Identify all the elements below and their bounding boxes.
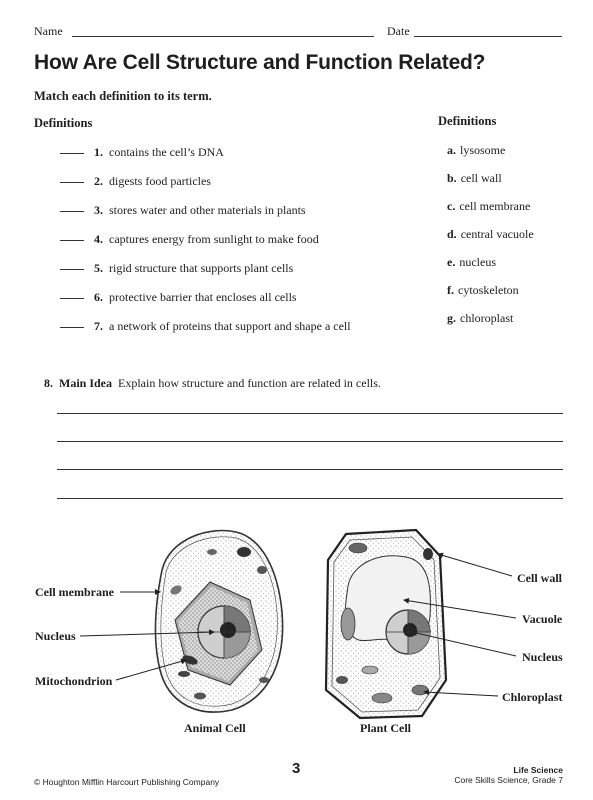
date-label: Date: [387, 24, 410, 38]
label-plant-nucleus: Nucleus: [522, 650, 563, 664]
item-number: 3.: [94, 203, 103, 217]
term-letter: c.: [447, 199, 456, 213]
definition-item: [60, 290, 297, 305]
instructions: Match each definition to its term.: [34, 89, 212, 103]
label-cell-membrane: Cell membrane: [35, 585, 114, 599]
label-chloroplast: Chloroplast: [502, 690, 563, 704]
definition-text: contains the cell’s DNA: [109, 145, 224, 159]
term-item: [447, 199, 530, 214]
answer-blank[interactable]: [60, 153, 84, 154]
definition-text: a network of proteins that support and shape a cell: [109, 319, 351, 333]
item-number: 7.: [94, 319, 103, 333]
page-title: How Are Cell Structure and Function Related?: [34, 51, 486, 74]
definition-item: [60, 203, 306, 218]
answer-blank[interactable]: [60, 211, 84, 212]
name-label: Name: [34, 24, 63, 38]
footer-series: Core Skills Science, Grade 7: [454, 775, 563, 785]
term-text: cell wall: [460, 171, 502, 185]
definition-item: [60, 232, 319, 247]
plant-cell-illustration: [326, 530, 446, 718]
term-item: [447, 227, 534, 242]
item-number: 5.: [94, 261, 103, 275]
term-letter: b.: [447, 171, 457, 185]
footer-info: [363, 765, 563, 785]
term-item: [447, 255, 496, 270]
answer-line[interactable]: [57, 441, 563, 442]
answer-line[interactable]: [57, 413, 563, 414]
definition-item: [60, 319, 351, 334]
definition-text: digests food particles: [109, 174, 211, 188]
cell-diagram: [0, 520, 593, 740]
definition-item: [60, 174, 211, 189]
term-letter: e.: [447, 255, 456, 269]
label-vacuole: Vacuole: [522, 612, 563, 626]
answer-blank[interactable]: [60, 298, 84, 299]
item-number: 2.: [94, 174, 103, 188]
label-mitochondrion: Mitochondrion: [35, 674, 113, 688]
term-letter: a.: [447, 143, 456, 157]
definition-item: [60, 145, 224, 160]
animal-cell-illustration: [156, 531, 283, 713]
term-text: chloroplast: [460, 311, 514, 325]
definition-text: captures energy from sunlight to make food: [109, 232, 319, 246]
term-item: [447, 143, 505, 158]
term-letter: d.: [447, 227, 457, 241]
definition-text: rigid structure that supports plant cells: [109, 261, 294, 275]
label-animal-nucleus: Nucleus: [35, 629, 76, 643]
term-item: [447, 171, 502, 186]
answer-line[interactable]: [57, 469, 563, 470]
label-cell-wall: Cell wall: [517, 571, 562, 585]
page-number: 3: [292, 760, 301, 777]
definitions-heading: Definitions: [34, 116, 93, 130]
term-text: cytoskeleton: [458, 283, 519, 297]
item-number: 6.: [94, 290, 103, 304]
date-field[interactable]: [414, 36, 562, 37]
answer-blank[interactable]: [60, 182, 84, 183]
item-number: 1.: [94, 145, 103, 159]
definition-text: protective barrier that encloses all cells: [109, 290, 297, 304]
term-letter: f.: [447, 283, 454, 297]
term-letter: g.: [447, 311, 456, 325]
main-idea-prompt: Explain how structure and function are related in cells.: [118, 376, 381, 390]
footer-subject: Life Science: [513, 765, 563, 775]
answer-blank[interactable]: [60, 269, 84, 270]
term-item: [447, 283, 519, 298]
name-field[interactable]: [72, 36, 374, 37]
main-idea-question: [44, 376, 381, 391]
animal-cell-caption: Animal Cell: [184, 721, 246, 735]
copyright: © Houghton Mifflin Harcourt Publishing Company: [34, 777, 220, 787]
answer-line[interactable]: [57, 498, 563, 499]
term-item: [447, 311, 513, 326]
item-number: 4.: [94, 232, 103, 246]
answer-blank[interactable]: [60, 240, 84, 241]
plant-cell-caption: Plant Cell: [360, 721, 411, 735]
definition-text: stores water and other materials in plants: [109, 203, 306, 217]
term-text: cell membrane: [459, 199, 531, 213]
term-text: central vacuole: [460, 227, 534, 241]
main-idea-label: Main Idea: [59, 376, 113, 390]
definition-item: [60, 261, 293, 276]
label-leaders: [80, 554, 516, 696]
term-text: nucleus: [459, 255, 496, 269]
terms-heading: Definitions: [438, 114, 497, 128]
term-text: lysosome: [460, 143, 506, 157]
main-idea-number: 8.: [44, 376, 53, 390]
answer-blank[interactable]: [60, 327, 84, 328]
